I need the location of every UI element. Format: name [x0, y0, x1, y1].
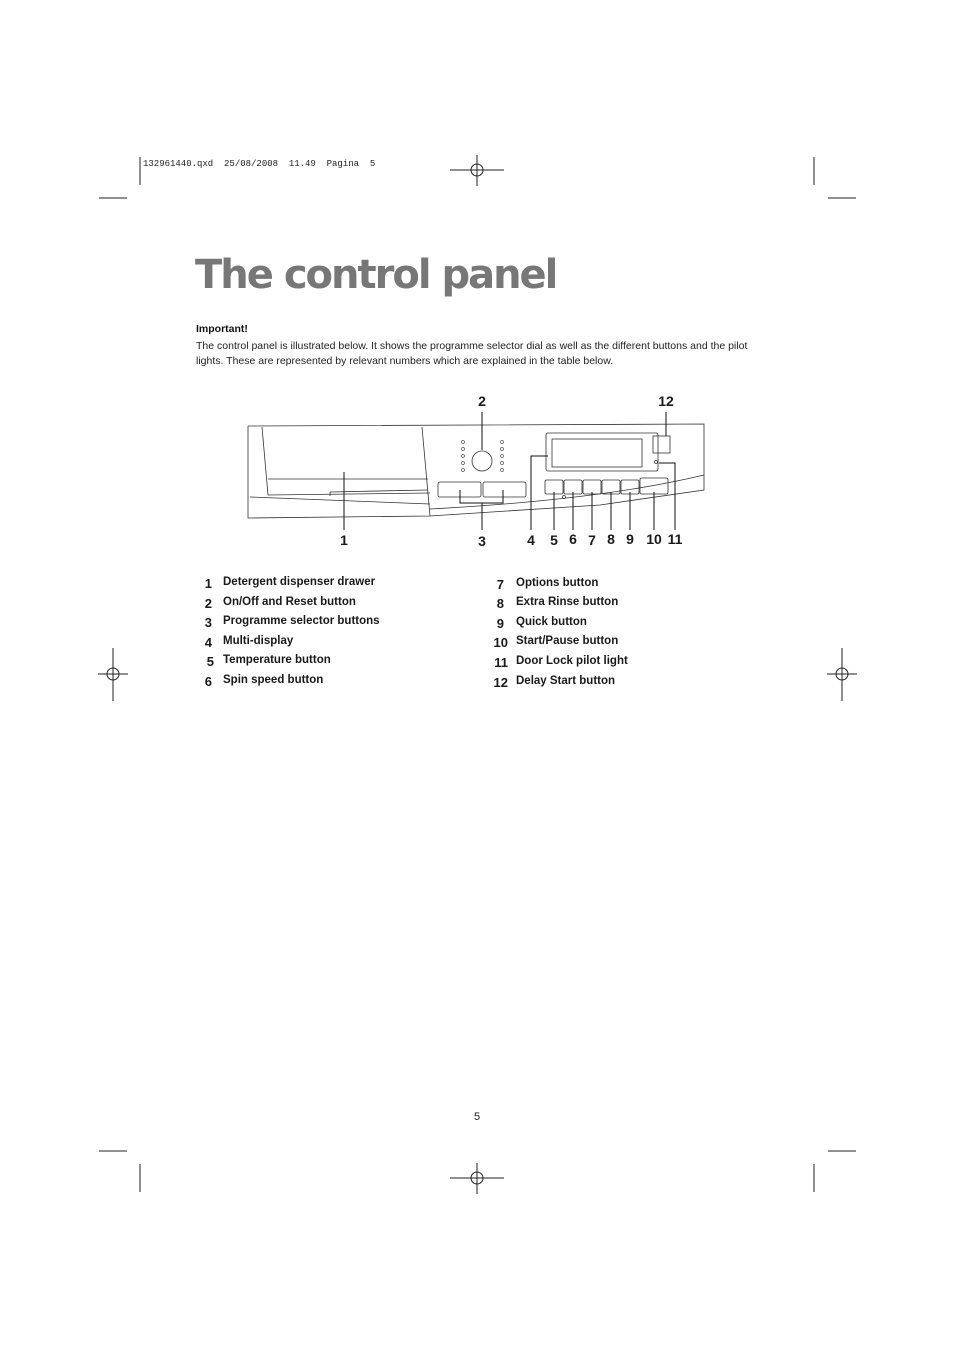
- callout-4: 4: [527, 532, 535, 548]
- callout-3: 3: [478, 533, 486, 549]
- callout-11: 11: [667, 531, 683, 547]
- intro-paragraph: The control panel is illustrated below. It shows the programme selector dial as well as the different buttons and the pilot lights. These are represented by relevant numbers which are explained in the table below.: [196, 340, 748, 367]
- callout-9: 9: [626, 531, 634, 547]
- page-title: The control panel: [195, 252, 557, 298]
- page-number: 5: [473, 1111, 481, 1123]
- callout-5: 5: [550, 532, 558, 548]
- callout-10: 10: [646, 531, 662, 547]
- important-label: Important!: [196, 323, 248, 335]
- callout-2: 2: [478, 393, 486, 409]
- print-slug: 132961440.qxd 25/08/2008 11.49 Pagina 5: [143, 159, 376, 169]
- callout-6: 6: [569, 531, 577, 547]
- callout-7: 7: [588, 532, 596, 548]
- callout-1: 1: [340, 532, 348, 548]
- callout-12: 12: [658, 393, 674, 409]
- callout-8: 8: [607, 531, 615, 547]
